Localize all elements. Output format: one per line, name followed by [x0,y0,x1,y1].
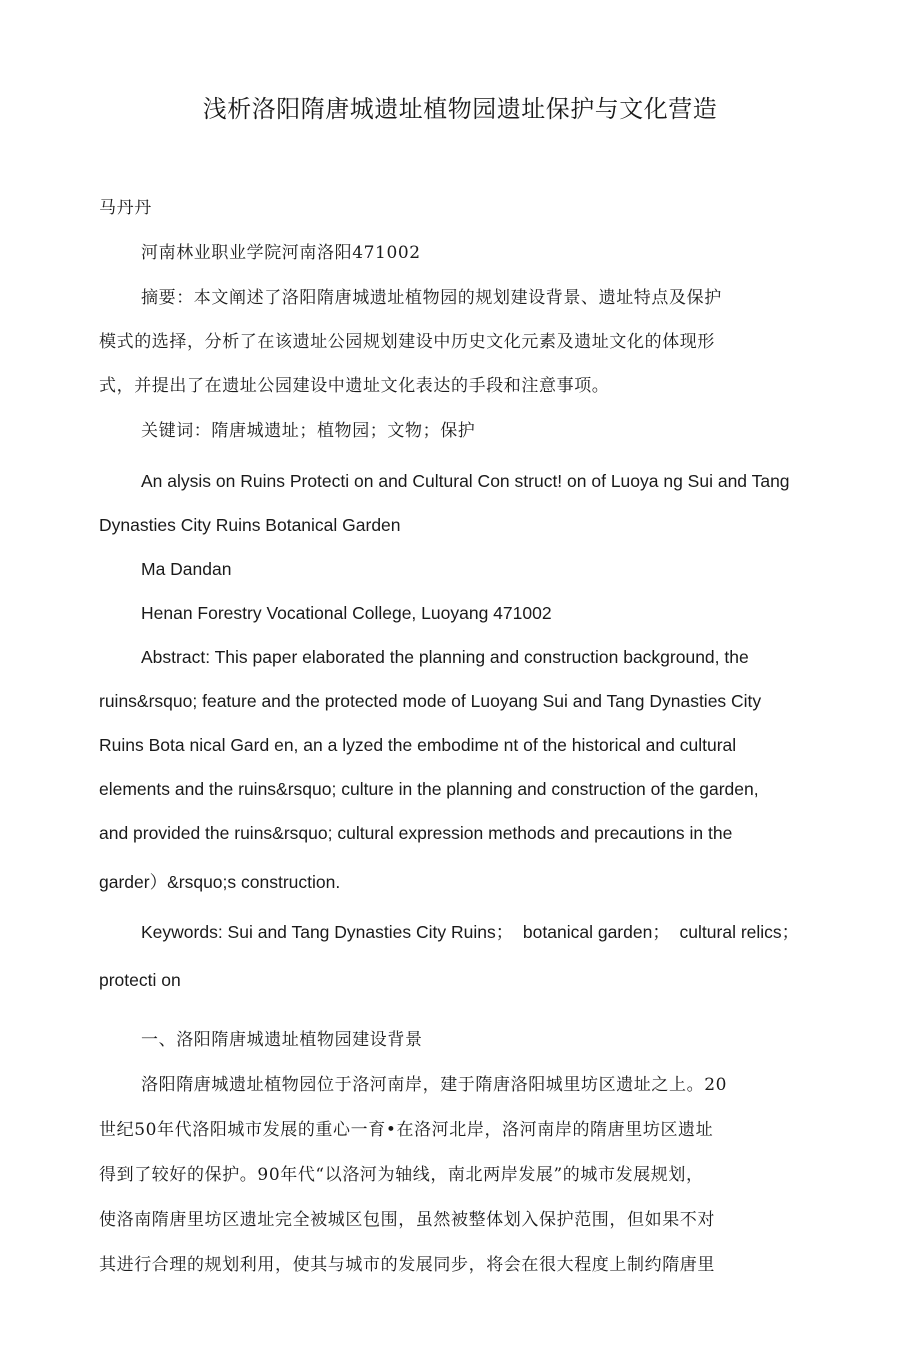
abstract-en-line: elements and the ruins&rsquo; culture in the planning and construction of the garden, [99,779,759,799]
affiliation-cn: 河南林业职业学院河南洛阳471002 [141,243,421,263]
abstract-en-line: Abstract: This paper elaborated the planning and construction background, the [141,647,749,667]
abstract-en-line: Ruins Bota nical Gard en, an a lyzed the embodime nt of the historical and cultural [99,735,737,755]
abstract-en-line: and provided the ruins&rsquo; cultural expression methods and precautions in the [99,823,733,843]
keywords-en-line: protecti on [99,970,181,990]
section-heading: 一、洛阳隋唐城遗址植物园建设背景 [141,1030,423,1050]
body-paragraph-line: 洛阳隋唐城遗址植物园位于洛河南岸，建于隋唐洛阳城里坊区遗址之上。20 [141,1075,728,1095]
title-en-line: Dynasties City Ruins Botanical Garden [99,515,401,535]
paper-title: 浅析洛阳隋唐城遗址植物园遗址保护与文化营造 [202,95,718,123]
keywords-cn: 关键词：隋唐城遗址；植物园；文物；保护 [141,421,476,441]
author-en: Ma Dandan [141,559,232,579]
keywords-en-line: Keywords: Sui and Tang Dynasties City Ruins； botanical garden； cultural relics； [141,922,800,942]
affiliation-en: Henan Forestry Vocational College, Luoyang 471002 [141,603,552,623]
abstract-cn-line: 模式的选择，分析了在该遗址公园规划建设中历史文化元素及遗址文化的体现形 [99,332,715,352]
abstract-en-line: ruins&rsquo; feature and the protected mode of Luoyang Sui and Tang Dynasties City [99,691,762,711]
body-paragraph-line: 世纪50年代洛阳城市发展的重心一育•在洛河北岸，洛河南岸的隋唐里坊区遗址 [99,1120,714,1140]
abstract-en-line: garder）&rsquo;s construction. [99,872,341,892]
abstract-cn-line: 式，并提出了在遗址公园建设中遗址文化表达的手段和注意事项。 [99,376,610,396]
body-paragraph-line: 使洛南隋唐里坊区遗址完全被城区包围，虽然被整体划入保护范围，但如果不对 [99,1210,715,1230]
title-en-line: An alysis on Ruins Protecti on and Cultural Con struct! on of Luoya ng Sui and Tang [141,471,790,491]
body-paragraph-line: 得到了较好的保护。90年代“以洛河为轴线，南北两岸发展”的城市发展规划， [99,1165,704,1185]
abstract-cn-line: 摘要：本文阐述了洛阳隋唐城遗址植物园的规划建设背景、遗址特点及保护 [141,288,722,308]
body-paragraph-line: 其进行合理的规划利用，使其与城市的发展同步，将会在很大程度上制约隋唐里 [99,1255,715,1275]
author-cn: 马丹丹 [99,198,152,218]
